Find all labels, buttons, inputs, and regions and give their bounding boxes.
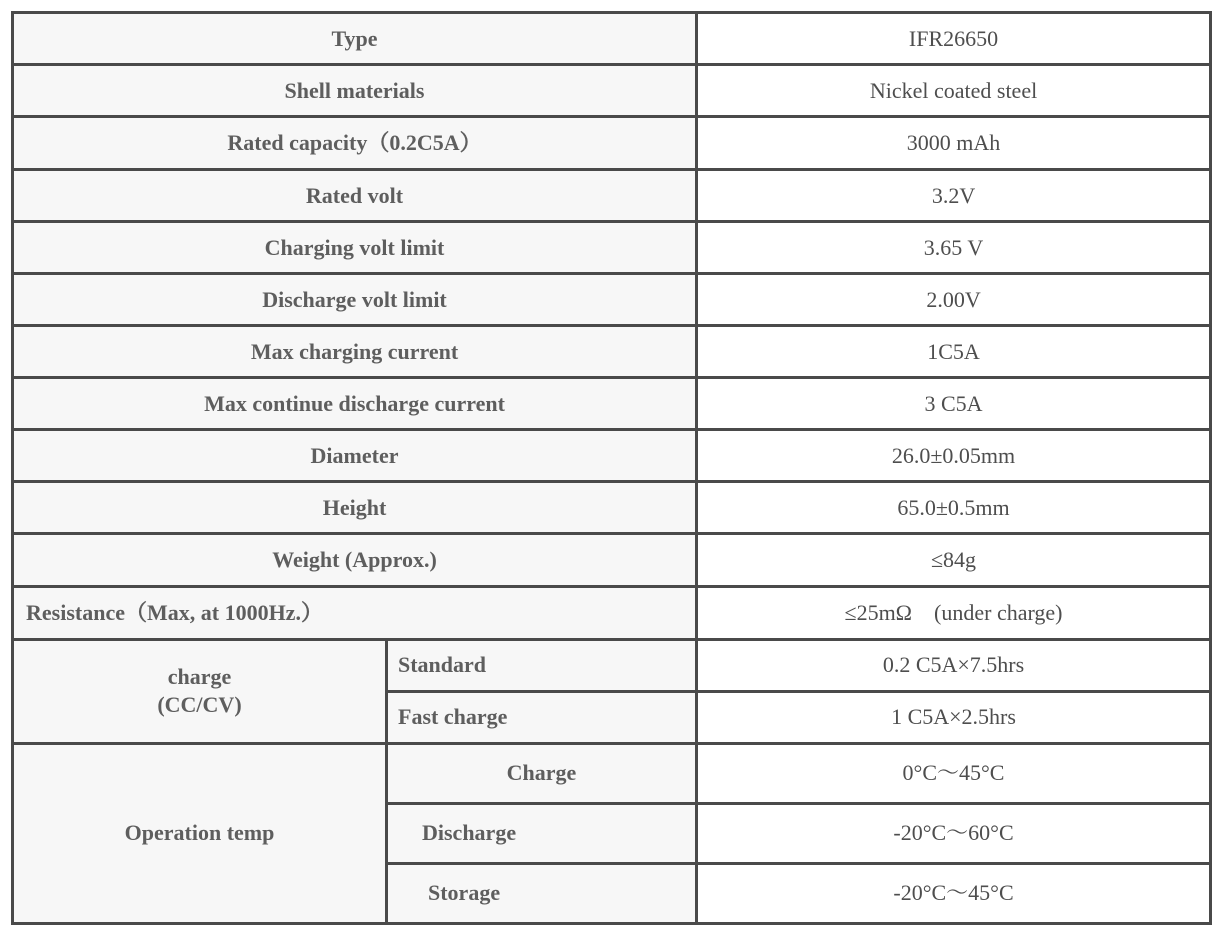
table-row [13,222,1211,274]
spec-value-charge-temp: 0°C～45°C [697,743,1211,803]
table-row [13,430,1211,482]
spec-label-max-charging-current: Max charging current [13,326,697,378]
table-row [13,13,1211,65]
spec-label-height: Height [13,482,697,534]
spec-value-shell-materials: Nickel coated steel [697,65,1211,117]
spec-label-charging-volt-limit: Charging volt limit [13,222,697,274]
table-row [13,534,1211,586]
spec-value-discharge-temp: -20°C～60°C [697,803,1211,863]
spec-value-discharge-volt-limit: 2.00V [697,274,1211,326]
table-row [13,117,1211,170]
charge-group-label-line2: (CC/CV) [157,692,242,718]
spec-sublabel-standard: Standard [387,639,697,691]
spec-label-diameter: Diameter [13,430,697,482]
spec-value-diameter: 26.0±0.05mm [697,430,1211,482]
charge-group-label-line1: charge [167,664,232,690]
spec-value-resistance: ≤25mΩ (under charge) [697,586,1211,639]
table-row [13,326,1211,378]
spec-value-rated-capacity: 3000 mAh [697,117,1211,170]
table-row [13,639,1211,691]
table-row [13,274,1211,326]
spec-value-height: 65.0±0.5mm [697,482,1211,534]
table-row [13,586,1211,639]
spec-label-operation-temp: Operation temp [13,743,387,923]
battery-spec-table [11,11,1212,925]
spec-sublabel-discharge: Discharge [387,803,697,863]
table-row [13,170,1211,222]
spec-label-discharge-volt-limit: Discharge volt limit [13,274,697,326]
spec-value-rated-volt: 3.2V [697,170,1211,222]
spec-value-standard: 0.2 C5A×7.5hrs [697,639,1211,691]
spec-label-resistance: Resistance（Max, at 1000Hz.） [13,586,697,639]
table-row [13,743,1211,803]
spec-value-max-continue-discharge-current: 3 C5A [697,378,1211,430]
spec-value-max-charging-current: 1C5A [697,326,1211,378]
spec-label-shell-materials: Shell materials [13,65,697,117]
spec-value-type: IFR26650 [697,13,1211,65]
table-row [13,482,1211,534]
spec-value-fast-charge: 1 C5A×2.5hrs [697,691,1211,743]
spec-label-rated-capacity: Rated capacity（0.2C5A） [13,117,697,170]
spec-label-rated-volt: Rated volt [13,170,697,222]
spec-value-charging-volt-limit: 3.65 V [697,222,1211,274]
spec-label-max-continue-discharge-current: Max continue discharge current [13,378,697,430]
spec-value-weight: ≤84g [697,534,1211,586]
spec-sublabel-fast-charge: Fast charge [387,691,697,743]
spec-label-type: Type [13,13,697,65]
spec-sublabel-charge: Charge [387,743,697,803]
spec-sublabel-storage: Storage [387,863,697,923]
spec-value-storage-temp: -20°C～45°C [697,863,1211,923]
table-row [13,378,1211,430]
table-row [13,65,1211,117]
spec-label-weight: Weight (Approx.) [13,534,697,586]
spec-label-charge-group [13,639,387,743]
